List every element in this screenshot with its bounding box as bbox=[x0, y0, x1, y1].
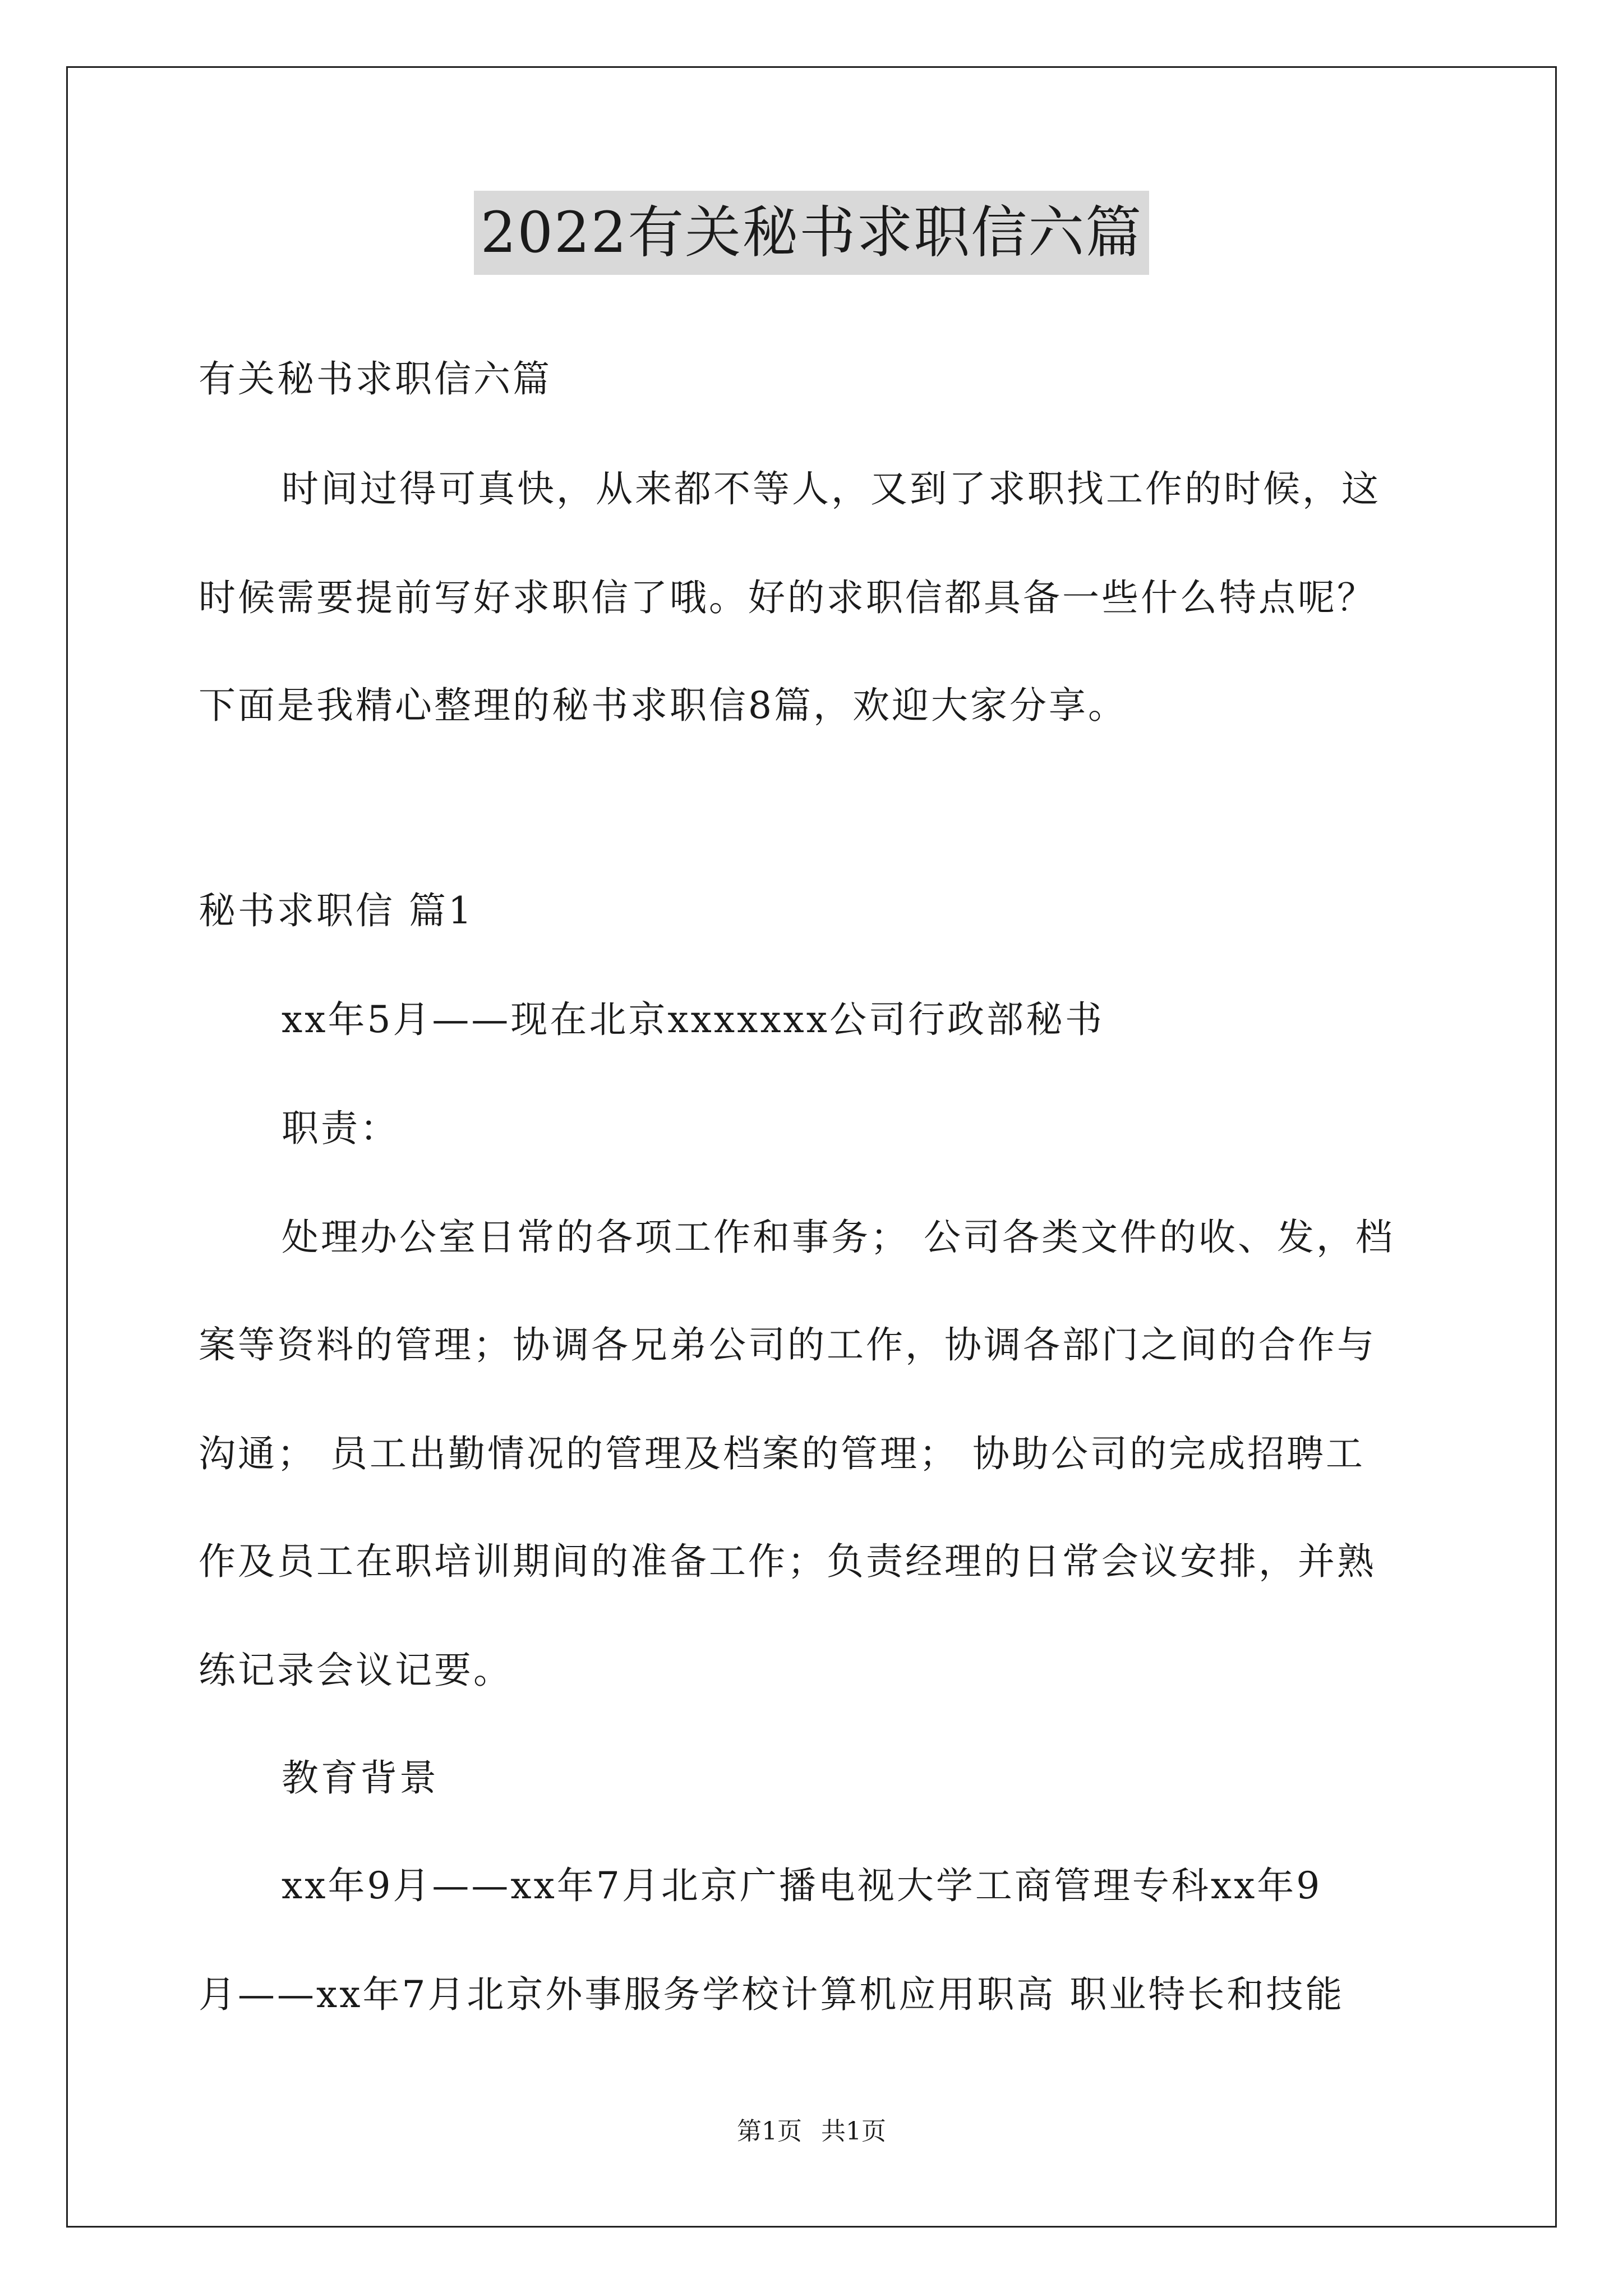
document-subtitle: 有关秘书求职信六篇 bbox=[199, 357, 552, 401]
duties-line-5: 练记录会议记要。 bbox=[199, 1649, 513, 1692]
duties-line-3: 沟通； 员工出勤情况的管理及档案的管理； 协助公司的完成招聘工 bbox=[199, 1432, 1365, 1475]
duties-label: 职责： bbox=[282, 1107, 399, 1150]
duties-line-4: 作及员工在职培训期间的准备工作；负责经理的日常会议安排，并熟 bbox=[199, 1540, 1376, 1583]
section-heading: 秘书求职信 篇1 bbox=[199, 889, 474, 932]
title-container bbox=[0, 191, 1623, 275]
document-title: 2022有关秘书求职信六篇 bbox=[474, 191, 1150, 275]
intro-line-2: 时候需要提前写好求职信了哦。好的求职信都具备一些什么特点呢？ bbox=[199, 576, 1376, 619]
duties-line-1: 处理办公室日常的各项工作和事务； 公司各类文件的收、发，档 bbox=[282, 1216, 1395, 1259]
job-line: xx年5月——现在北京xxxxxxx公司行政部秘书 bbox=[282, 998, 1104, 1041]
page-total: 共1页 bbox=[821, 2117, 886, 2146]
duties-line-2: 案等资料的管理；协调各兄弟公司的工作，协调各部门之间的合作与 bbox=[199, 1323, 1376, 1366]
education-label: 教育背景 bbox=[282, 1756, 439, 1800]
intro-line-1: 时间过得可真快，从来都不等人，又到了求职找工作的时候，这 bbox=[282, 467, 1381, 510]
education-line-1: xx年9月——xx年7月北京广播电视大学工商管理专科xx年9 bbox=[282, 1864, 1322, 1907]
page-footer bbox=[0, 2115, 1623, 2148]
page-number: 第1页 bbox=[737, 2117, 802, 2146]
intro-line-3: 下面是我精心整理的秘书求职信8篇，欢迎大家分享。 bbox=[199, 684, 1127, 727]
education-line-2: 月——xx年7月北京外事服务学校计算机应用职高 职业特长和技能 bbox=[199, 1973, 1345, 2016]
